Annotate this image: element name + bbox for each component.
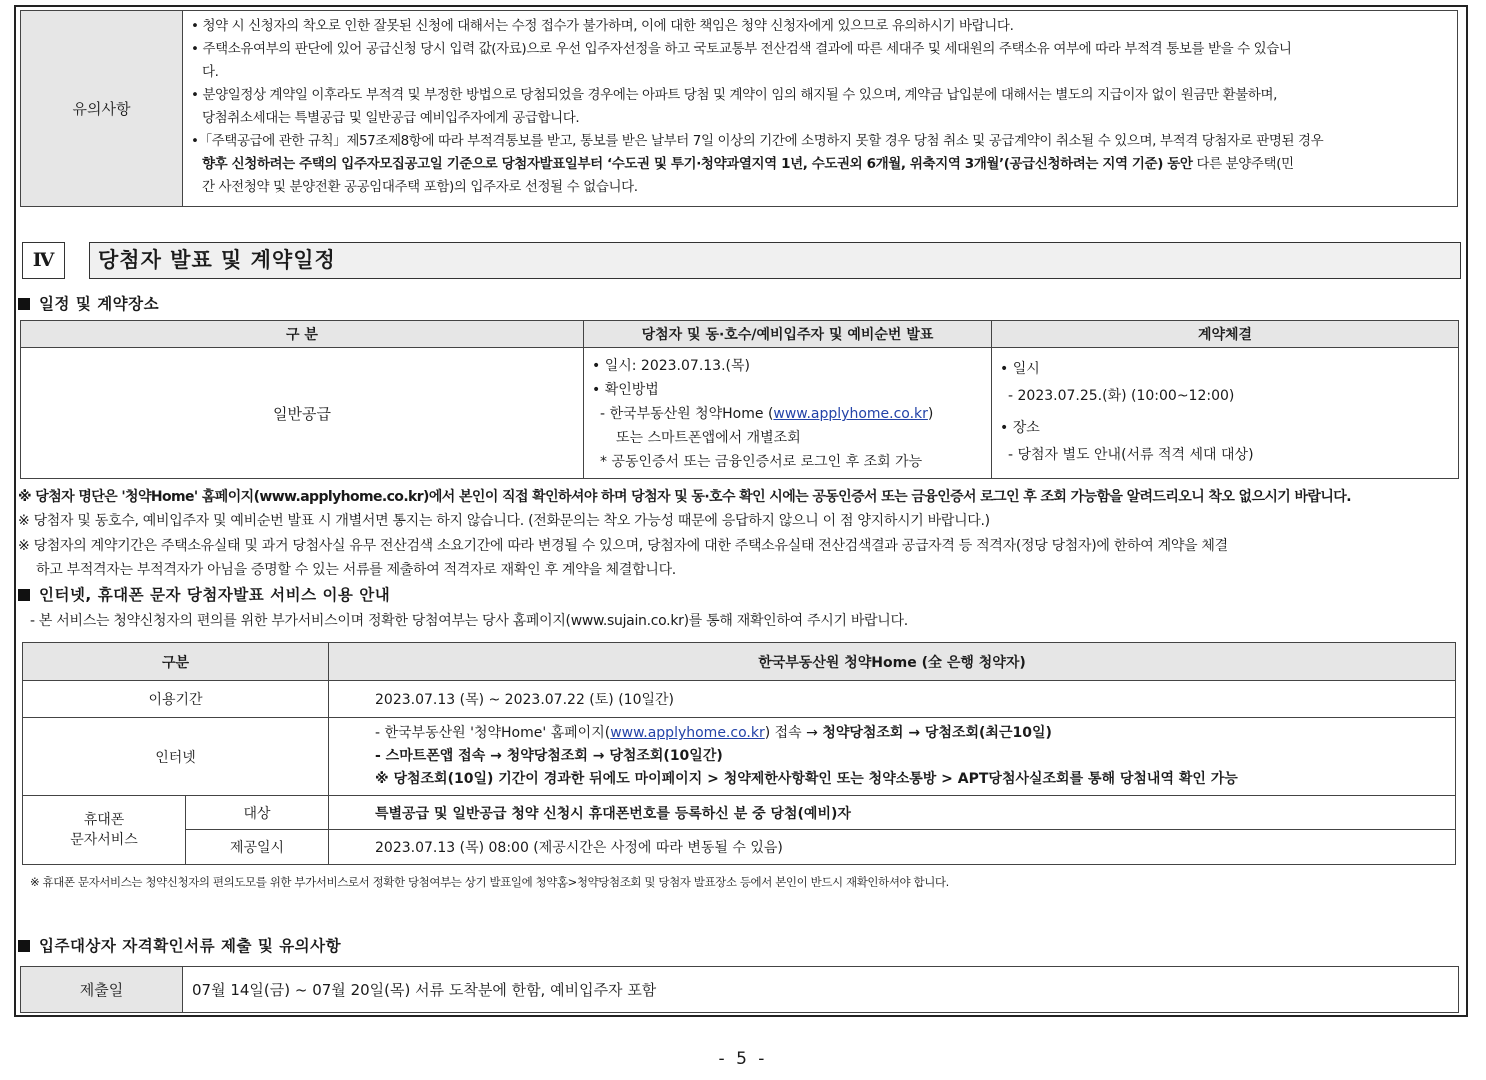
notice-bullet-4-line-2 bbox=[191, 153, 1449, 176]
notice-table bbox=[20, 10, 1458, 207]
schedule-announcement-cell bbox=[584, 348, 992, 479]
schedule-header-category: 구 분 bbox=[21, 321, 584, 348]
service-table bbox=[22, 642, 1456, 865]
notice-bullet-4-line-1: •「주택공급에 관한 규칙」제57조제8항에 따라 부적격통보를 받고, 통보를 받은 날부터 7일 이상의 기간에 소명하지 못할 경우 당첨 취소 및 공급계약이 취소될 수 있으며, 부적격 당첨자로 판명된 경우 bbox=[191, 133, 1324, 149]
internet-line-1-text: - 한국부동산원 '청약Home' 홈페이지( bbox=[375, 725, 611, 741]
note-winner-list: ※ 당첨자 명단은 '청약Home' 홈페이지(www.applyhome.co.kr)에서 본인이 직접 확인하셔야 하며 당첨자 및 동·호수 확인 시에는 공동인증서 또는 금융인증서 로그인 후 조회 가능함을 알려드리오니 착오 없으시기 바랍니다. bbox=[18, 489, 1351, 505]
announce-method-app: 또는 스마트폰앱에서 개별조회 bbox=[616, 430, 801, 446]
submission-value: 07월 14일(금) ~ 07월 20일(목) 서류 도착분에 한함, 예비입주자 포함 bbox=[183, 967, 1459, 1013]
section-number: Ⅳ bbox=[22, 242, 65, 279]
service-internet-cell bbox=[329, 718, 1456, 796]
heading-submission bbox=[18, 934, 341, 956]
submission-label: 제출일 bbox=[21, 967, 183, 1013]
service-header-applyhome: 한국부동산원 청약Home (全 은행 청약자) bbox=[329, 643, 1456, 681]
contract-date-value: - 2023.07.25.(화) (10:00~12:00) bbox=[1008, 388, 1235, 404]
notice-bullet-2-line-2: 다. bbox=[202, 64, 219, 80]
notice-body bbox=[183, 11, 1458, 207]
service-description: - 본 서비스는 청약신청자의 편의를 위한 부가서비스이며 정확한 당첨여부는 당사 홈페이지(www.sujain.co.kr)를 통해 재확인하여 주시기 바랍니다. bbox=[30, 613, 908, 629]
heading-service bbox=[18, 583, 390, 605]
service-time-value: 2023.07.13 (목) 08:00 (제공시간은 사정에 따라 변동될 수 있음) bbox=[329, 830, 1456, 865]
internet-line-2: - 스마트폰앱 접속 → 청약당첨조회 → 당첨조회(10일간) bbox=[375, 748, 723, 764]
heading-schedule-text: 일정 및 계약장소 bbox=[39, 295, 160, 313]
mobile-label-line-1: 휴대폰 bbox=[83, 812, 125, 828]
note-no-written-notice: ※ 당첨자 및 동호수, 예비입주자 및 예비순번 발표 시 개별서면 통지는 하지 않습니다. (전화문의는 착오 가능성 때문에 응답하지 않으니 이 점 양지하시기 바랍니다.) bbox=[18, 513, 990, 529]
internet-line-1-bold: 청약당첨조회 → 당첨조회(최근10일) bbox=[822, 725, 1052, 741]
notice-bullet-4-rest: 다른 분양주택(민 bbox=[1192, 156, 1294, 172]
service-target-label: 대상 bbox=[186, 796, 329, 830]
service-period-value: 2023.07.13 (목) ~ 2023.07.22 (토) (10일간) bbox=[329, 681, 1456, 718]
sms-note: ※ 휴대폰 문자서비스는 청약신청자의 편의도모를 위한 부가서비스로서 정확한 당첨여부는 상기 발표일에 청약홈>청약당첨조회 및 당첨자 발표장소 등에서 본인이 반드시 재확인하셔야 합니다. bbox=[30, 875, 949, 889]
contract-place-value: - 당첨자 별도 안내(서류 적격 세대 대상) bbox=[1008, 447, 1254, 463]
submission-table bbox=[20, 966, 1459, 1013]
square-bullet-icon bbox=[18, 298, 30, 310]
announce-method-applyhome bbox=[592, 402, 983, 426]
internet-line-1 bbox=[375, 722, 1454, 745]
heading-schedule bbox=[18, 292, 159, 314]
note-contract-period-2: 하고 부적격자는 부적격자가 아님을 증명할 수 있는 서류를 제출하여 적격자로 재확인 후 계약을 체결합니다. bbox=[36, 562, 676, 578]
announce-login-note: * 공동인증서 또는 금융인증서로 로그인 후 조회 가능 bbox=[600, 454, 923, 470]
note-contract-period-1: ※ 당첨자의 계약기간은 주택소유실태 및 과거 당첨사실 유무 전산검색 소요기간에 따라 변경될 수 있으며, 당첨자에 대한 주택소유실태 전산검색결과 공급자격 등 적격자(정당 당첨자)에 한하여 계약을 체결 bbox=[18, 538, 1228, 554]
page-number: - 5 - bbox=[718, 1049, 768, 1069]
schedule-header-announcement: 당첨자 및 동·호수/예비입주자 및 예비순번 발표 bbox=[584, 321, 992, 348]
service-mobile-label bbox=[23, 796, 186, 865]
service-period-label: 이용기간 bbox=[23, 681, 329, 718]
applyhome-link[interactable]: www.applyhome.co.kr bbox=[610, 725, 765, 741]
notice-label: 유의사항 bbox=[21, 11, 183, 207]
service-target-value: 특별공급 및 일반공급 청약 신청시 휴대폰번호를 등록하신 분 중 당첨(예비)자 bbox=[329, 796, 1456, 830]
contract-place-label: • 장소 bbox=[1000, 420, 1040, 436]
notice-bullet-3-line-1: • 분양일정상 계약일 이후라도 부적격 및 부정한 방법으로 당첨되었을 경우에는 아파트 당첨 및 계약이 임의 해지될 수 있으며, 계약금 납입분에 대해서는 별도의 지급이자 없이 원금만 환불하며, bbox=[191, 87, 1277, 103]
contract-date-label: • 일시 bbox=[1000, 361, 1040, 377]
service-header-category: 구분 bbox=[23, 643, 329, 681]
notice-bullet-4-line-3: 간 사전청약 및 분양전환 공공임대주택 포함)의 입주자로 선정될 수 없습니다. bbox=[202, 179, 638, 195]
square-bullet-icon bbox=[18, 589, 30, 601]
notice-bullet-4-bold: 향후 신청하려는 주택의 입주자모집공고일 기준으로 당첨자발표일부터 ‘수도권 및 투기·청약과열지역 1년, 수도권외 6개월, 위축지역 3개월’(공급신청하려는 지역 기준) 동안 bbox=[202, 156, 1193, 172]
announce-method-text: - 한국부동산원 청약Home ( bbox=[600, 406, 774, 422]
schedule-table bbox=[20, 320, 1459, 479]
notice-bullet-2-line-1: • 주택소유여부의 판단에 있어 공급신청 당시 입력 값(자료)으로 우선 입주자선정을 하고 국토교통부 전산검색 결과에 따른 세대주 및 세대원의 주택소유 여부에 따라 부적격 통보를 받을 수 있습니 bbox=[191, 41, 1292, 57]
notice-bullet-1: • 청약 시 신청자의 착오로 인한 잘못된 신청에 대해서는 수정 접수가 불가하며, 이에 대한 책임은 청약 신청자에게 있으므로 유의하시기 바랍니다. bbox=[191, 18, 1014, 34]
schedule-header-contract: 계약체결 bbox=[992, 321, 1459, 348]
internet-line-3: ※ 당첨조회(10일) 기간이 경과한 뒤에도 마이페이지 > 청약제한사항확인 또는 청약소통방 > APT당첨사실조회를 통해 당첨내역 확인 가능 bbox=[375, 771, 1238, 787]
section-title: 당첨자 발표 및 계약일정 bbox=[89, 242, 1461, 279]
announce-method: • 확인방법 bbox=[592, 382, 659, 398]
service-time-label: 제공일시 bbox=[186, 830, 329, 865]
schedule-contract-cell bbox=[992, 348, 1459, 479]
square-bullet-icon bbox=[18, 940, 30, 952]
announce-date: • 일시: 2023.07.13.(목) bbox=[592, 358, 750, 374]
schedule-row-label: 일반공급 bbox=[21, 348, 584, 479]
applyhome-link[interactable]: www.applyhome.co.kr bbox=[773, 406, 928, 422]
heading-submission-text: 입주대상자 자격확인서류 제출 및 유의사항 bbox=[39, 937, 342, 955]
internet-line-1-mid: ) 접속 → bbox=[764, 725, 823, 741]
notice-bullet-3-line-2: 당첨취소세대는 특별공급 및 일반공급 예비입주자에게 공급합니다. bbox=[202, 110, 580, 126]
announce-method-close: ) bbox=[927, 406, 934, 422]
service-internet-label: 인터넷 bbox=[23, 718, 329, 796]
mobile-label-line-2: 문자서비스 bbox=[70, 832, 138, 848]
heading-service-text: 인터넷, 휴대폰 문자 당첨자발표 서비스 이용 안내 bbox=[39, 586, 391, 604]
